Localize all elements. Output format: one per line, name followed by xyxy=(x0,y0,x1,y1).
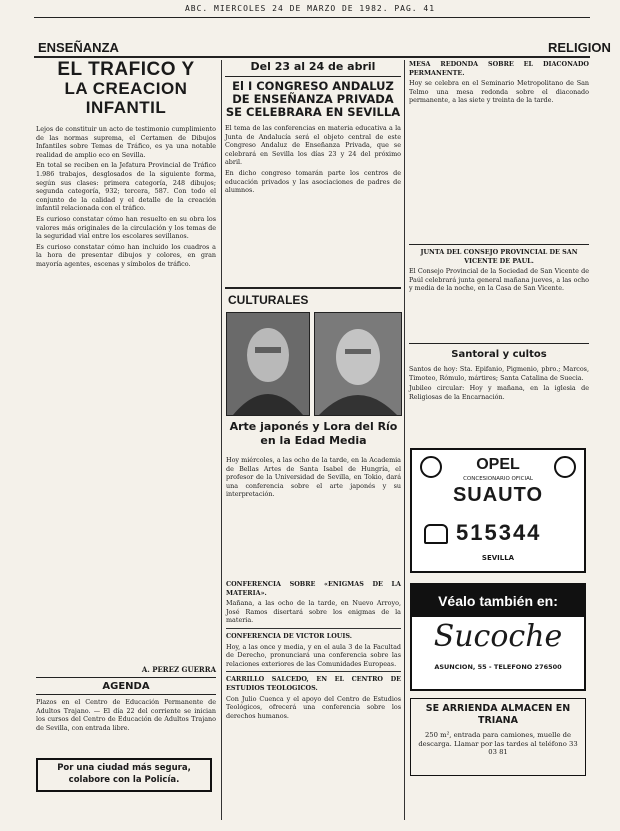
conference-1-title: CONFERENCIA SOBRE «ENIGMAS DE LA MATERIA». xyxy=(226,580,401,597)
section-rule xyxy=(34,56,590,58)
opel-dealer: SUAUTO xyxy=(452,484,544,506)
opel-city: SEVILLA xyxy=(481,554,515,562)
section-culturales: CULTURALES xyxy=(228,293,309,307)
conferences-block xyxy=(226,580,401,722)
congress-paragraph: En dicho congreso tomarán parte los centros de educación privados y las asociaciones de padres de alumnos. xyxy=(225,168,401,195)
conference-2-text: Hoy, a las once y media, y en el aula 3 de la Facultad de Derecho, pronunciará una conferencia sobre las relaciones exteriores de las Comunidades Europeas. xyxy=(226,642,401,668)
portrait-right-image xyxy=(315,313,401,415)
junta-rule xyxy=(409,244,589,245)
opel-logo-right-icon xyxy=(554,456,576,478)
arte-text: Hoy miércoles, a las ocho de la tarde, en la Academia de Bellas Artes de Santa Isabel de Hungría, el profesor de la Universidad de Sevilla, en Tokio, dará una conferencia sobre el arte japonés y su interpretación. xyxy=(226,456,401,499)
jubileo-text: Jubileo circular: Hoy y mañana, en la iglesia de Religiosas de la Encarnación. xyxy=(409,384,589,401)
col-rule-1 xyxy=(221,60,222,820)
agenda-title: AGENDA xyxy=(102,681,150,692)
santoral-block xyxy=(409,365,589,403)
mesa-text: Hoy se celebra en el Seminario Metropolitano de San Telmo una mesa redonda sobre el diaconado permanente, a las siete y treinta de la tarde. xyxy=(409,79,589,105)
telephone-icon xyxy=(424,524,448,544)
conference-1-text: Mañana, a las ocho de la tarde, en Nuevo Arroyo, José Ramos disertará sobre los enigmas de la materia. xyxy=(226,599,401,625)
agenda-rule xyxy=(36,677,216,678)
santoral-text: Santos de hoy: Sta. Epifanio, Pigmenio, pbro.; Marcos, Timoteo, Rómulo, mártires; Santa Catalina de Suecia. xyxy=(409,365,589,382)
sucoche-top: Véalo también en: xyxy=(412,585,584,617)
opel-logo-left-icon xyxy=(420,456,442,478)
conference-3-title: CARRILLO SALCEDO, EN EL CENTRO DE ESTUDIOS TEOLOGICOS. xyxy=(226,675,401,692)
congress-rule xyxy=(225,76,401,77)
column-2 xyxy=(225,60,401,197)
article-paragraph: Es curioso constatar cómo han resuelto en su obra los valores más originales de la circulación y los temas de la seguridad vial entre los escolares sevillanos. xyxy=(36,214,216,241)
policia-box: Por una ciudad más segura, colabore con la Policía. xyxy=(36,758,212,792)
agenda-text: Plazos en el Centro de Educación Permanente de Adultos Trajano. — El día 22 del corriente se inician los cursos del Centro de Educación de Adultos Trajano de Sevilla, con entrada libre. xyxy=(36,698,216,732)
sucoche-brand: Sucoche xyxy=(433,619,563,654)
article-title-line1: EL TRAFICO Y xyxy=(57,59,195,80)
photo-portrait-left xyxy=(226,312,310,416)
culturales-rule xyxy=(225,287,401,289)
column-1 xyxy=(36,60,216,271)
conf-divider xyxy=(226,671,401,672)
article-signature: A. PEREZ GUERRA xyxy=(141,665,216,674)
santoral-rule xyxy=(409,343,589,344)
junta-title: JUNTA DEL CONSEJO PROVINCIAL DE SAN VICENTE DE PAUL. xyxy=(420,248,578,265)
almacen-ad xyxy=(410,698,586,776)
agenda-rule-2 xyxy=(36,694,216,695)
photo-portrait-right xyxy=(314,312,402,416)
mesa-title: MESA REDONDA SOBRE EL DIACONADO PERMANENTE. xyxy=(409,60,589,77)
arte-caption: Arte japonés y Lora del Río en la Edad Media xyxy=(229,420,398,447)
junta-text: El Consejo Provincial de la Sociedad de San Vicente de Paúl celebrará junta general mañana jueves, a las ocho y media de la noche, en la Casa de San Vicente. xyxy=(409,267,589,293)
conference-2-title: CONFERENCIA DE VICTOR LOUIS. xyxy=(226,631,352,640)
portrait-left-image xyxy=(227,313,309,415)
page-header: ABC. MIERCOLES 24 DE MARZO DE 1982. PAG. 41 xyxy=(184,4,436,13)
congress-headline: El I CONGRESO ANDALUZ DE ENSEÑANZA PRIVADA SE CELEBRARA EN SEVILLA xyxy=(225,79,401,119)
conference-3-text: Con Julio Cuenca y el apoyo del Centro de Estudios Teológicos, ofrecerá una conferencia sobre los derechos humanos. xyxy=(226,694,401,720)
section-religion: RELIGION xyxy=(548,40,611,55)
santoral-title: Santoral y cultos xyxy=(451,349,547,360)
opel-phone: 515344 xyxy=(456,520,542,545)
opel-ad xyxy=(410,448,586,573)
opel-sub: CONCESIONARIO OFICIAL xyxy=(463,476,533,482)
section-ensenanza: ENSEÑANZA xyxy=(38,40,119,55)
article-paragraph: Lejos de constituir un acto de testimonio cumplimiento de las normas suprema, el Certamen de Dibujos Infantiles sobre Temas de Tráfico, es ya una notable realidad de amplio eco en Sevilla. xyxy=(36,125,216,159)
column-3 xyxy=(409,60,589,107)
congress-paragraph: El tema de las conferencias en materia educativa a la Junta de Andalucía será el objeto central de este Congreso Andaluz de Enseñanza Privada, que se celebrará en Sevilla los días 23 y 24 del próximo abril. xyxy=(225,124,401,167)
col-rule-2 xyxy=(404,60,405,820)
junta-block xyxy=(409,248,589,295)
article-paragraph: En total se reciben en la Jefatura Provincial de Tráfico 1.986 trabajos, desglosados de la siguiente forma, según sus clases: primera categoría, 248 dibujos; segunda categoría, 932; tercera, 587. Con todo el conjunto de la calidad y el detalle de la creación infantil relacionada con el tráfico. xyxy=(36,161,216,213)
almacen-title: SE ARRIENDA ALMACEN EN TRIANA xyxy=(425,703,571,726)
sucoche-address: ASUNCION, 55 - TELEFONO 276500 xyxy=(434,663,562,671)
sucoche-ad xyxy=(410,583,586,691)
article-title-line2: LA CREACION INFANTIL xyxy=(64,79,188,117)
opel-brand: OPEL xyxy=(476,456,520,473)
congress-date-head: Del 23 al 24 de abril xyxy=(250,60,376,73)
article-paragraph: Es curioso constatar cómo han incluido los cuadros a la hora de presentar dibujos y colores, en gran mayoría agentes, escenas y símbolos de tráfico. xyxy=(36,242,216,268)
conf-divider xyxy=(226,628,401,629)
almacen-text: 250 m², entrada para camiones, muelle de descarga. Llamar por las tardes al teléfono 33 03 81 xyxy=(418,731,578,757)
header-rule xyxy=(34,17,590,18)
